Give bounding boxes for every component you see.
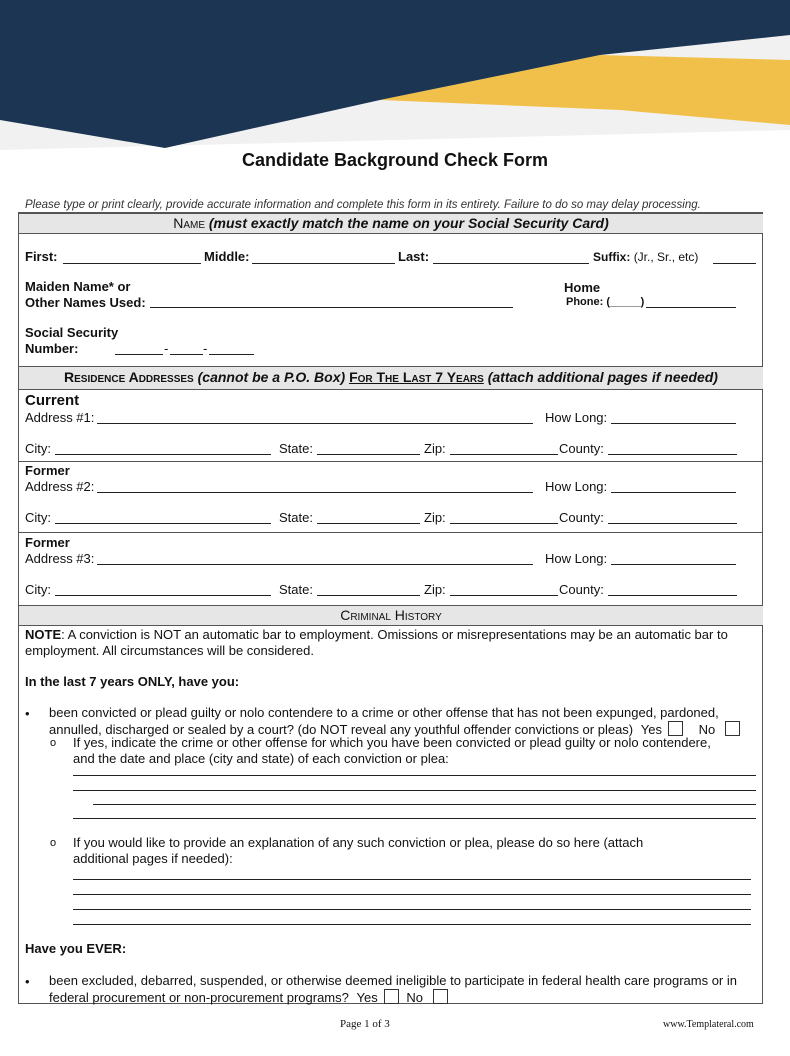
county-3-field[interactable]	[608, 595, 737, 596]
q1-yes-label: Yes	[640, 722, 662, 737]
last-name-field[interactable]	[433, 263, 589, 264]
how-long-2-field[interactable]	[611, 492, 736, 493]
q2-no-label: No	[406, 990, 423, 1005]
residence-note: (cannot be a P.O. Box)	[197, 369, 346, 385]
state-2-label: State:	[279, 510, 313, 525]
q2-line-1: been excluded, debarred, suspended, or otherwise deemed ineligible to participate in federal health care programs or in	[49, 973, 737, 988]
q2-yes-label: Yes	[356, 990, 378, 1005]
ssn-part1-field[interactable]	[115, 354, 163, 355]
former-1-label: Former	[25, 463, 70, 478]
explanation-line[interactable]	[73, 924, 751, 925]
residence-section-header	[19, 366, 763, 390]
q2-line-2: federal procurement or non-procurement programs?	[49, 990, 349, 1005]
divider	[19, 461, 763, 462]
page-number: Page 1 of 3	[340, 1018, 390, 1030]
suffix-field[interactable]	[713, 263, 756, 264]
instructions: Please type or print clearly, provide accurate information and complete this form in its entirety. Failure to do so may delay processing.	[25, 199, 701, 211]
q1-no-checkbox[interactable]	[725, 721, 740, 736]
former-2-label: Former	[25, 535, 70, 550]
county-2-label: County:	[559, 510, 604, 525]
address2-field[interactable]	[97, 492, 533, 493]
first-name-field[interactable]	[63, 263, 201, 264]
conviction-details-line[interactable]	[73, 775, 756, 776]
zip-1-label: Zip:	[424, 441, 446, 456]
name-section-header	[19, 213, 763, 234]
criminal-note	[25, 627, 755, 659]
zip-1-field[interactable]	[450, 454, 558, 455]
ssn-part2-field[interactable]	[170, 354, 203, 355]
q1-no-label: No	[698, 722, 716, 737]
ssn-dash-2: -	[203, 341, 208, 356]
explanation-line[interactable]	[73, 894, 751, 895]
zip-3-label: Zip:	[424, 582, 446, 597]
note-label: NOTE	[25, 627, 62, 642]
county-3-label: County:	[559, 582, 604, 597]
how-long-1-field[interactable]	[611, 423, 736, 424]
conviction-details-line[interactable]	[73, 790, 756, 791]
sub1-line-1: If yes, indicate the crime or other offense for which you have been convicted or plead guilty or nolo contendere,	[73, 735, 711, 750]
city-3-label: City:	[25, 582, 51, 597]
residence-note-2: (attach additional pages if needed)	[487, 369, 718, 385]
question-2	[49, 973, 761, 1006]
explanation-line[interactable]	[73, 909, 751, 910]
header-banner	[0, 0, 790, 160]
state-1-label: State:	[279, 441, 313, 456]
state-1-field[interactable]	[317, 454, 420, 455]
ssn-label-2: Number:	[25, 341, 79, 356]
middle-label: Middle:	[204, 249, 250, 264]
zip-2-label: Zip:	[424, 510, 446, 525]
ever-heading: Have you EVER:	[25, 941, 127, 956]
sub1-line-2: and the date and place (city and state) of each conviction or plea:	[73, 751, 449, 766]
q1-yes-checkbox[interactable]	[668, 721, 683, 736]
ssn-dash-1: -	[164, 341, 169, 356]
city-3-field[interactable]	[55, 595, 271, 596]
address1-field[interactable]	[97, 423, 533, 424]
phone-field[interactable]	[646, 307, 736, 308]
sub2-line-2: additional pages if needed):	[73, 851, 233, 866]
address3-label: Address #3:	[25, 551, 95, 566]
q2-no-checkbox[interactable]	[433, 989, 448, 1004]
address2-label: Address #2:	[25, 479, 95, 494]
sub-question-2	[73, 835, 763, 867]
zip-3-field[interactable]	[450, 595, 558, 596]
last7-heading: In the last 7 years ONLY, have you:	[25, 674, 240, 689]
suffix-label: Suffix: (Jr., Sr., etc)	[593, 250, 699, 264]
name-heading-note: (must exactly match the name on your Social Security Card)	[208, 215, 609, 231]
site-name: www.Templateral.com	[663, 1019, 754, 1030]
criminal-heading: Criminal History	[340, 607, 442, 623]
city-1-field[interactable]	[55, 454, 271, 455]
last-label: Last:	[398, 249, 430, 264]
bullet: •	[25, 974, 30, 989]
explanation-line[interactable]	[73, 879, 751, 880]
county-1-field[interactable]	[608, 454, 737, 455]
first-label: First:	[25, 249, 58, 264]
current-label: Current	[25, 392, 80, 409]
address1-label: Address #1:	[25, 410, 95, 425]
middle-name-field[interactable]	[252, 263, 395, 264]
residence-heading: Residence Addresses	[64, 369, 194, 385]
conviction-details-line[interactable]	[73, 818, 756, 819]
address3-field[interactable]	[97, 564, 533, 565]
county-1-label: County:	[559, 441, 604, 456]
city-2-field[interactable]	[55, 523, 271, 524]
how-long-2-label: How Long:	[545, 479, 608, 494]
ssn-part3-field[interactable]	[209, 354, 254, 355]
bullet: •	[25, 706, 30, 721]
sub-bullet: o	[50, 737, 57, 749]
home-label: Home	[564, 280, 601, 295]
state-3-label: State:	[279, 582, 313, 597]
county-2-field[interactable]	[608, 523, 737, 524]
note-text-1: : A conviction is NOT an automatic bar to employment. Omissions or misrepresentations may be an automatic bar to	[61, 627, 728, 642]
maiden-label-1: Maiden Name* or	[25, 279, 131, 294]
name-heading: Name	[173, 215, 205, 231]
how-long-3-field[interactable]	[611, 564, 736, 565]
how-long-3-label: How Long:	[545, 551, 608, 566]
how-long-1-label: How Long:	[545, 410, 608, 425]
phone-label: Phone: (_____)	[566, 296, 645, 308]
divider	[19, 532, 763, 533]
residence-heading-years: For The Last 7 Years	[349, 369, 484, 385]
maiden-label-2: Other Names Used:	[25, 295, 146, 310]
maiden-name-field[interactable]	[150, 307, 513, 308]
sub-bullet: o	[50, 837, 57, 849]
ssn-label-1: Social Security	[25, 325, 119, 340]
sub2-line-1: If you would like to provide an explanation of any such conviction or plea, please do so here (attach	[73, 835, 644, 850]
q1-line-1: been convicted or plead guilty or nolo contendere to a crime or other offense that has not been expunged, pardoned,	[49, 705, 719, 720]
zip-2-field[interactable]	[450, 523, 558, 524]
question-1	[49, 705, 759, 738]
q1-line-2: annulled, discharged or sealed by a court? (do NOT reveal any youthful offender convictions or pleas)	[49, 722, 634, 737]
city-2-label: City:	[25, 510, 51, 525]
city-1-label: City:	[25, 441, 51, 456]
sub-question-1	[73, 735, 763, 767]
form-title: Candidate Background Check Form	[241, 150, 549, 170]
state-3-field[interactable]	[317, 595, 420, 596]
note-text-2: employment. All circumstances will be considered.	[25, 643, 315, 658]
q2-yes-checkbox[interactable]	[384, 989, 399, 1004]
criminal-section-header	[19, 605, 763, 626]
conviction-details-line[interactable]	[93, 804, 756, 805]
state-2-field[interactable]	[317, 523, 420, 524]
